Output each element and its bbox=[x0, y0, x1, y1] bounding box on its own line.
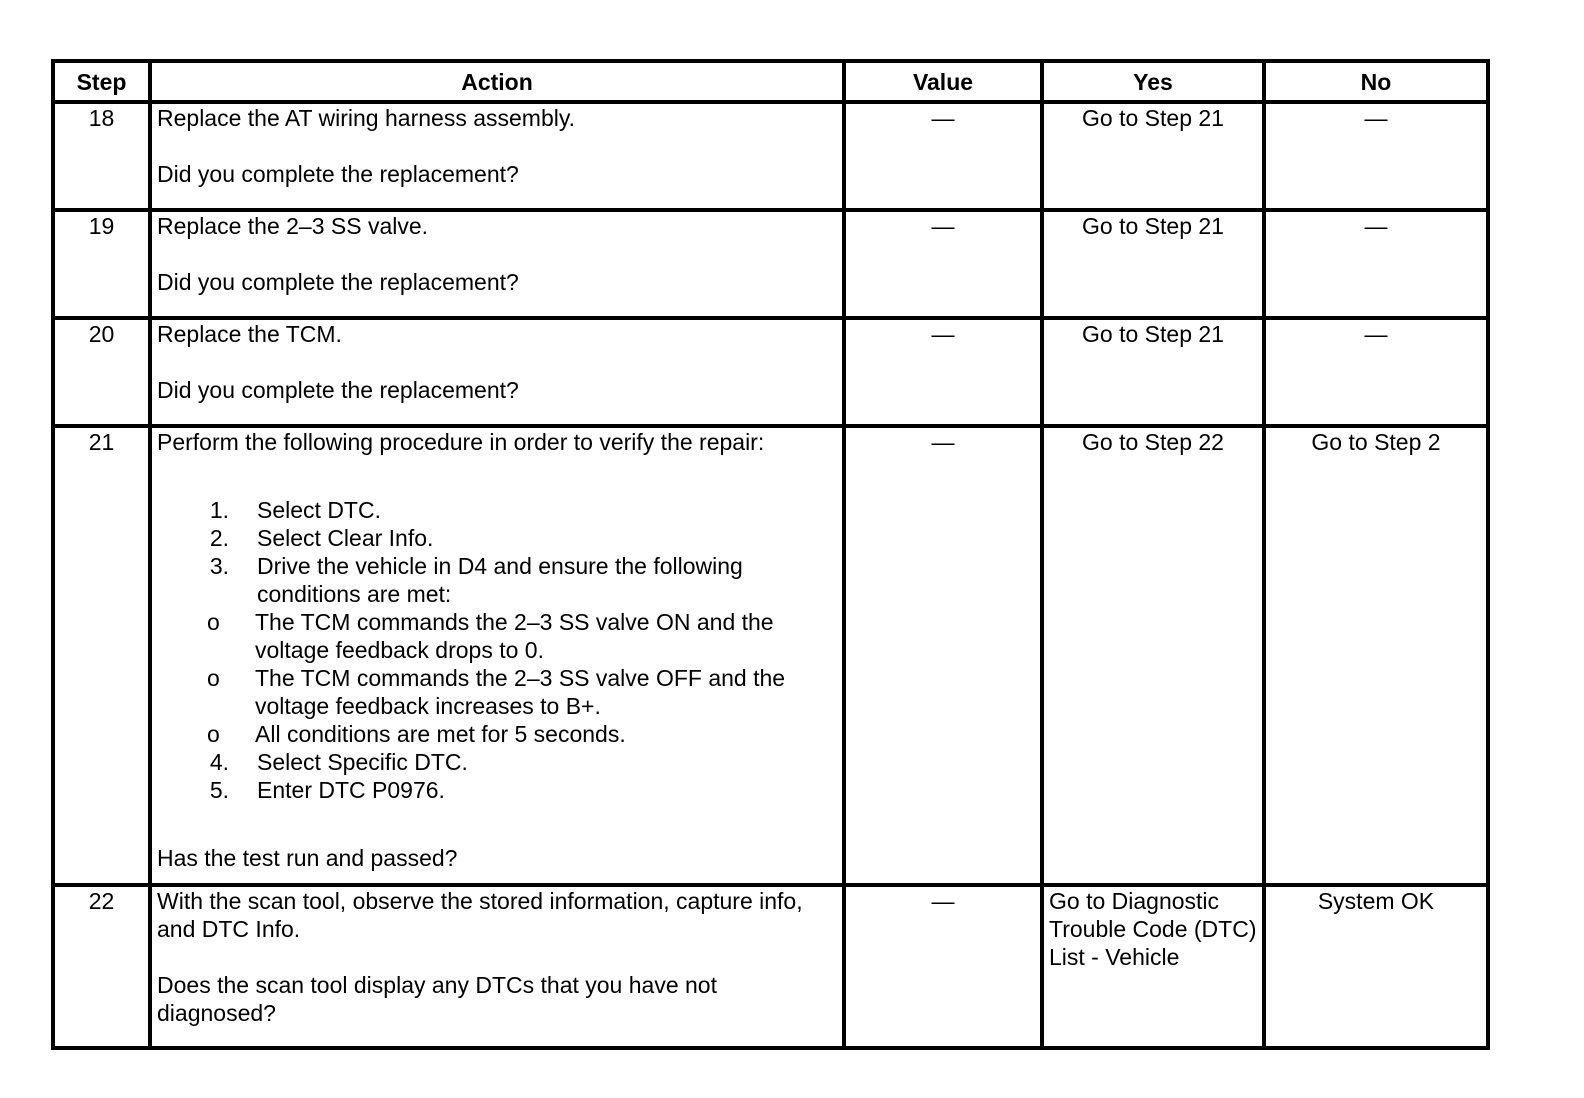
bullet-icon: o bbox=[207, 721, 220, 747]
procedure-step: 5. Enter DTC P0976. bbox=[209, 777, 445, 803]
no-cell: Go to Step 2 bbox=[1264, 426, 1488, 885]
no-cell: System OK bbox=[1264, 885, 1488, 1048]
action-text: Replace the TCM. bbox=[157, 321, 342, 347]
header-value: Value bbox=[844, 61, 1042, 102]
value-cell: — bbox=[844, 102, 1042, 210]
no-cell: — bbox=[1264, 318, 1488, 426]
table-row bbox=[53, 102, 1488, 210]
action-question: Has the test run and passed? bbox=[157, 845, 458, 871]
value-cell: — bbox=[844, 210, 1042, 318]
step-number: 18 bbox=[53, 102, 150, 210]
action-cell bbox=[150, 885, 844, 1048]
action-text: With the scan tool, observe the stored information, capture info, and DTC Info. bbox=[157, 888, 803, 942]
procedure-step: 1. Select DTC. bbox=[209, 497, 381, 523]
step-number: 19 bbox=[53, 210, 150, 318]
action-question: Did you complete the replacement? bbox=[157, 269, 519, 295]
yes-cell: Go to Step 21 bbox=[1042, 210, 1264, 318]
yes-cell: Go to Step 21 bbox=[1042, 102, 1264, 210]
procedure-step: 4. Select Specific DTC. bbox=[209, 749, 468, 775]
action-question: Did you complete the replacement? bbox=[157, 377, 519, 403]
no-cell: — bbox=[1264, 210, 1488, 318]
step-number: 22 bbox=[53, 885, 150, 1048]
table-row bbox=[53, 318, 1488, 426]
bullet-icon: o bbox=[207, 609, 220, 635]
procedure-step: 2. Select Clear Info. bbox=[209, 525, 434, 551]
action-text: Replace the 2–3 SS valve. bbox=[157, 213, 429, 239]
action-cell bbox=[150, 426, 844, 885]
action-cell bbox=[150, 102, 844, 210]
bullet-icon: o bbox=[207, 665, 220, 691]
value-cell: — bbox=[844, 318, 1042, 426]
header-yes: Yes bbox=[1042, 61, 1264, 102]
condition-item: o The TCM commands the 2–3 SS valve OFF and the voltage feedback increases to B+. bbox=[207, 665, 786, 719]
action-text: Perform the following procedure in order to verify the repair: bbox=[157, 429, 765, 455]
value-cell: — bbox=[844, 426, 1042, 885]
diagnostic-table bbox=[51, 59, 1490, 1050]
header-action: Action bbox=[150, 61, 844, 102]
yes-cell: Go to Step 22 bbox=[1042, 426, 1264, 885]
procedure-list bbox=[157, 496, 837, 608]
header-row bbox=[53, 61, 1488, 102]
value-cell: — bbox=[844, 885, 1042, 1048]
step-number: 20 bbox=[53, 318, 150, 426]
yes-cell: Go to Diagnostic Trouble Code (DTC) List - Vehicle bbox=[1042, 885, 1264, 1048]
yes-cell: Go to Step 21 bbox=[1042, 318, 1264, 426]
condition-list bbox=[157, 608, 837, 748]
header-no: No bbox=[1264, 61, 1488, 102]
table-row bbox=[53, 426, 1488, 885]
procedure-list bbox=[157, 748, 837, 804]
action-question: Does the scan tool display any DTCs that you have not diagnosed? bbox=[157, 972, 717, 1026]
action-text: Replace the AT wiring harness assembly. bbox=[157, 105, 576, 131]
action-cell bbox=[150, 210, 844, 318]
table-row bbox=[53, 210, 1488, 318]
step-number: 21 bbox=[53, 426, 150, 885]
procedure-step: 3. Drive the vehicle in D4 and ensure the following conditions are met: bbox=[209, 553, 743, 607]
action-cell bbox=[150, 318, 844, 426]
no-cell: — bbox=[1264, 102, 1488, 210]
table-row bbox=[53, 885, 1488, 1048]
condition-item: o The TCM commands the 2–3 SS valve ON and the voltage feedback drops to 0. bbox=[207, 609, 774, 663]
action-question: Did you complete the replacement? bbox=[157, 161, 519, 187]
header-step: Step bbox=[53, 61, 150, 102]
condition-item: o All conditions are met for 5 seconds. bbox=[207, 721, 626, 747]
